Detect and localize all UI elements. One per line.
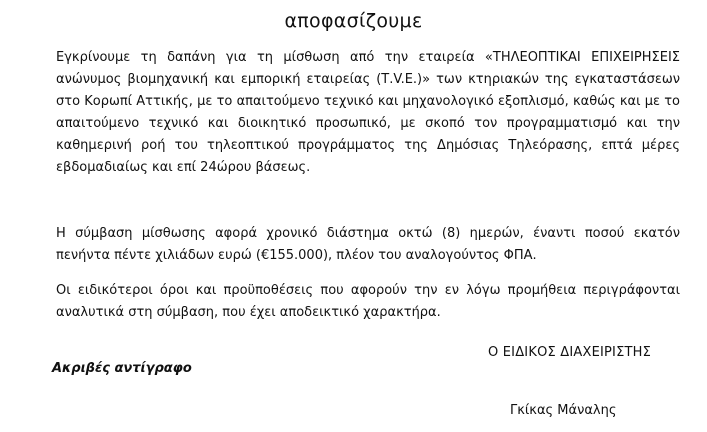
decision-heading: αποφασίζουμε [284,10,423,32]
signer-name: Γκίκας Μάναλης [510,403,617,418]
signatory-title: Ο ΕΙΔΙΚΟΣ ΔΙΑΧΕΙΡΙΣΤΗΣ [488,345,652,360]
paragraph-conditions: Οι ειδικότεροι όροι και προϋποθέσεις που αφορούν την εν λόγω προμήθεια περιγράφονται αναλυτικά στη σύμβαση, που έχει αποδεικτικό χαρακτήρα. [56,283,680,320]
paragraph-contract-terms: Η σύμβαση μίσθωσης αφορά χρονικό διάστημα οκτώ (8) ημερών, έναντι ποσού εκατόν πενήντα πέντε χιλιάδων ευρώ (€155.000), πλέον του αναλογούντος ΦΠΑ. [56,226,680,263]
certified-copy-label: Ακριβές αντίγραφο [52,361,192,376]
paragraph-approval: Εγκρίνουμε τη δαπάνη για τη μίσθωση από την εταιρεία «ΤΗΛΕΟΠΤΙΚΑΙ ΕΠΙΧΕΙΡΗΣΕΙΣ ανώνυμος βιομηχανική και εμπορική εταιρείας (Τ.V.Ε.)» των κτηριακών της εγκαταστάσεων στο Κορωπί Αττικής, με το απαιτούμενο τεχνικό και μηχανολογικό εξοπλισμό, καθώς και με το απαιτούμενο τεχνικό και διοικητικό προσωπικό, με σκοπό τον προγραμματισμό και την καθημερινή ροή του τηλεοπτικού προγράμματος της Δημόσιας Τηλεόρασης, επτά μέρες εβδομαδιαίως και επί 24ώρου βάσεως. [56,50,680,175]
